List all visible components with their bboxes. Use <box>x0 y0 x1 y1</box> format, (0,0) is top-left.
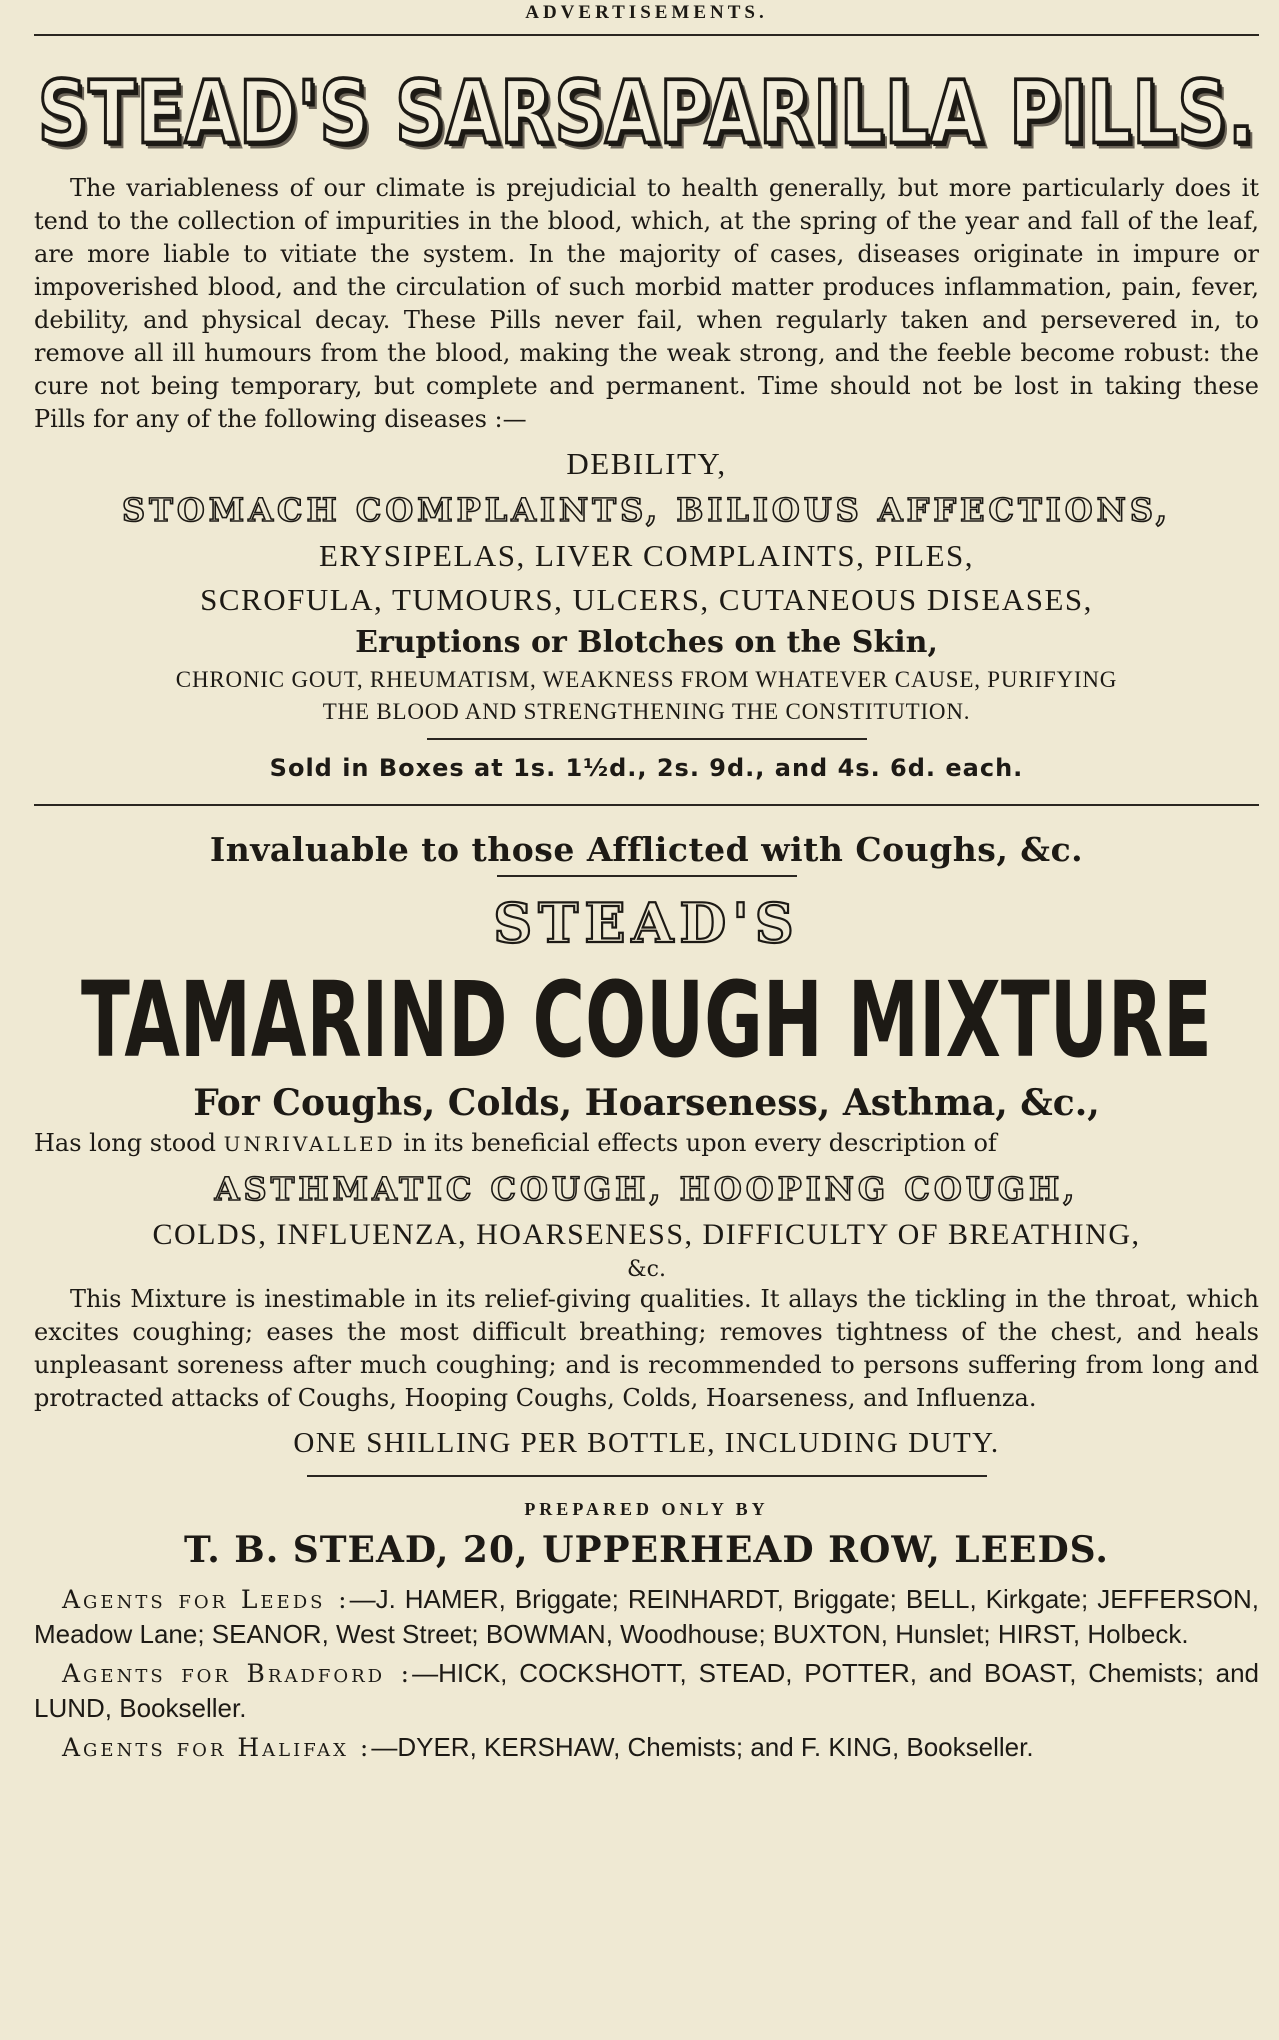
agents-bradford-label: Agents for Bradford : <box>62 1659 413 1688</box>
steads-outline-title: STEAD'S <box>493 891 800 955</box>
agents-halifax-label: Agents for Halifax : <box>62 1733 372 1762</box>
agents-halifax-names: —DYER, KERSHAW, Chemists; and F. KING, Bookseller. <box>371 1732 1034 1762</box>
agents-bradford <box>34 1656 1259 1726</box>
agents-halifax <box>34 1730 1259 1765</box>
cough-body: This Mixture is inestimable in its relief-giving qualities. It allays the tickling in the throat, which excites coughing; eases the most difficult breathing; removes tightness of the chest, and heals unpleasant soreness after much coughing; and is recommended to persons suffering from long and protracted attacks of Coughs, Hooping Coughs, Colds, Hoarseness, and Influenza. <box>34 1285 1259 1412</box>
disease-eruptions: Eruptions or Blotches on the Skin, <box>355 625 938 660</box>
disease-stomach-bilious: STOMACH COMPLAINTS, BILIOUS AFFECTIONS, <box>122 491 1171 529</box>
disease-chronic-gout: CHRONIC GOUT, RHEUMATISM, WEAKNESS FROM WHATEVER CAUSE, PURIFYING <box>175 667 1118 692</box>
agents-bradford-names: —HICK, COCKSHOTT, STEAD, POTTER, and BOAST, Chemists; and LUND, Bookseller. <box>34 1658 1259 1723</box>
cough-bottom-rule <box>307 1475 987 1477</box>
maker-address: T. B. STEAD, 20, UPPERHEAD ROW, LEEDS. <box>184 1529 1109 1571</box>
pills-intro: The variableness of our climate is prejudicial to health generally, but more particularly does it tend to the collection of impurities in the blood, which, at the spring of the year and fall of the leaf, are more liable to vitiate the system. In the majority of cases, diseases originate in impure or impoverished blood, and the circulation of such morbid matter produces inflammation, pain, fever, debility, and physical decay. These Pills never fail, when regularly taken and persevered in, to remove all ill humours from the blood, making the weak strong, and the feeble become robust: the cure not being temporary, but complete and permanent. Time should not be lost in taking these Pills for any of the following diseases :— <box>34 174 1259 433</box>
agents-leeds-label: Agents for Leeds : <box>62 1585 350 1614</box>
cough-etc: &c. <box>627 1257 666 1282</box>
cough-outline-line: ASTHMATIC COUGH, HOOPING COUGH, <box>214 1170 1079 1208</box>
running-head: ADVERTISEMENTS. <box>525 2 768 23</box>
cough-mixture-advertisement <box>34 830 1259 1477</box>
cough-unrivalled-word: UNRIVALLED <box>223 1132 396 1156</box>
pills-title: STEAD'S SARSAPARILLA PILLS. <box>37 63 1256 164</box>
prepared-by: PREPARED ONLY BY <box>524 1499 769 1519</box>
pills-advertisement <box>34 56 1259 782</box>
cough-unrivalled-post: in its beneficial effects upon every description of <box>395 1129 997 1157</box>
cough-subtitle: For Coughs, Colds, Hoarseness, Asthma, &c., <box>193 1082 1100 1124</box>
disease-scrofula: SCROFULA, TUMOURS, ULCERS, CUTANEOUS DISEASES, <box>200 582 1093 617</box>
tamarind-title: TAMARIND COUGH MIXTURE <box>81 961 1212 1082</box>
cough-headline-rule <box>497 875 797 877</box>
disease-constitution: THE BLOOD AND STRENGTHENING THE CONSTITUTION. <box>322 699 971 724</box>
disease-erysipelas: ERYSIPELAS, LIVER COMPLAINTS, PILES, <box>318 538 975 573</box>
agents-leeds <box>34 1582 1259 1652</box>
header-rule <box>34 34 1259 36</box>
pills-short-rule <box>427 738 867 740</box>
disease-debility: DEBILITY, <box>566 446 727 481</box>
agents-leeds-names: —J. HAMER, Briggate; REINHARDT, Briggate; BELL, Kirkgate; JEFFERSON, Meadow Lane; SEANOR, West Street; BOWMAN, Woodhouse; BUXTON, Hunslet; HIRST, Holbeck. <box>34 1584 1259 1649</box>
section-divider-rule <box>34 804 1259 806</box>
cough-caps-line: COLDS, INFLUENZA, HOARSENESS, DIFFICULTY OF BREATHING, <box>152 1218 1141 1251</box>
cough-unrivalled-line <box>34 1127 1259 1161</box>
stockists-footer <box>34 1499 1259 1765</box>
pills-price: Sold in Boxes at 1s. 1½d., 2s. 9d., and 4s. 6d. each. <box>269 754 1024 782</box>
cough-price: ONE SHILLING PER BOTTLE, INCLUDING DUTY. <box>293 1427 1000 1459</box>
cough-unrivalled-pre: Has long stood <box>34 1129 224 1157</box>
cough-headline: Invaluable to those Afflicted with Coughs, &c. <box>209 830 1084 869</box>
